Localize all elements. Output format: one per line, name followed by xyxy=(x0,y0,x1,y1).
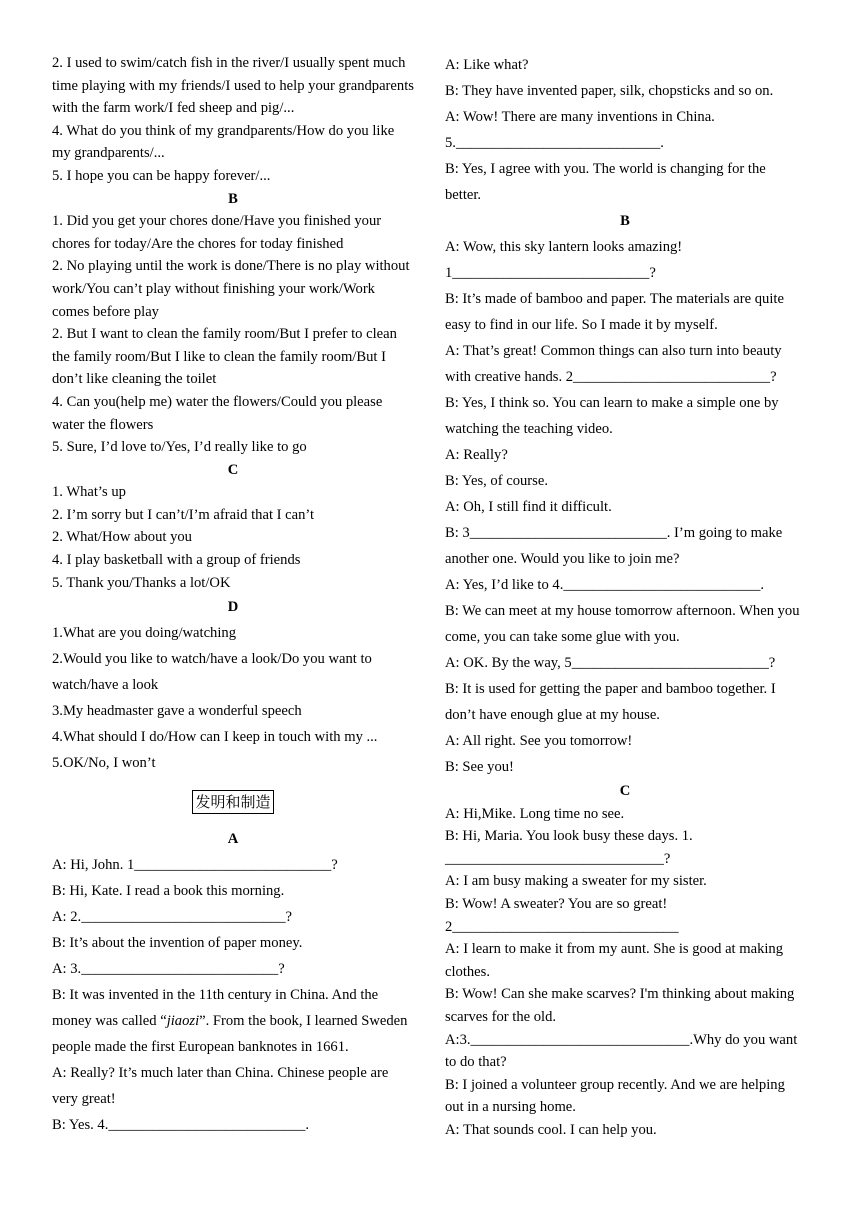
dialog-line: A: Hi, John. 1___________________________? xyxy=(52,857,338,874)
dialog-line: B: 3___________________________. I’m going to make another one. Would you like to join me? xyxy=(445,525,783,567)
answer-line: 2. I’m sorry but I can’t/I’m afraid that I can’t xyxy=(52,506,315,523)
answer-line: 5. I hope you can be happy forever/... xyxy=(52,167,271,184)
dialog-a xyxy=(52,826,414,1138)
dialog-line: B: See you! xyxy=(445,759,514,775)
dialog-line: 2_______________________________ xyxy=(445,918,679,935)
dialog-line: 5.____________________________. xyxy=(445,135,664,151)
answer-block-b xyxy=(52,188,414,459)
dialog-line: B: It’s about the invention of paper money. xyxy=(52,935,303,952)
answer-line: 3.My headmaster gave a wonderful speech xyxy=(52,703,302,720)
answer-line: 5.OK/No, I won’t xyxy=(52,755,156,772)
answer-line: 4.What should I do/How can I keep in touch with my ... xyxy=(52,729,378,746)
dialog-line: B: They have invented paper, silk, chopsticks and so on. xyxy=(445,83,774,99)
section-heading: D xyxy=(227,599,239,616)
dialog-line: B: It is used for getting the paper and bamboo together. I don’t have enough glue at my house. xyxy=(445,681,776,723)
dialog-line: A: That’s great! Common things can also turn into beauty with creative hands. 2___________________________? xyxy=(445,343,782,385)
dialog-line: 1___________________________? xyxy=(445,265,656,281)
dialog-line: A: That sounds cool. I can help you. xyxy=(445,1121,657,1138)
answer-line: 2. No playing until the work is done/There is no play without work/You can’t play without finishing your work/Work comes before play xyxy=(52,258,410,320)
answer-block-c xyxy=(52,459,414,595)
dialog-text: B: It was invented in the 11th century in China. And the money was called “ xyxy=(52,987,379,1030)
dialog-line: A: Wow, this sky lantern looks amazing! xyxy=(445,239,683,255)
dialog-line: B: We can meet at my house tomorrow afternoon. When you come, you can take some glue with you. xyxy=(445,603,800,645)
dialog-line: B: Hi, Kate. I read a book this morning. xyxy=(52,883,285,900)
answer-line: 1.What are you doing/watching xyxy=(52,625,236,642)
dialog-text: ”. From the book, I learned Sweden people made the first European banknotes in 1661. xyxy=(52,1013,408,1056)
dialog-line: B: It’s made of bamboo and paper. The materials are quite easy to find in our life. So I made it by myself. xyxy=(445,291,784,333)
section-heading: C xyxy=(619,783,631,799)
section-title-wrap xyxy=(52,790,414,816)
dialog-line: B: Wow! Can she make scarves? I'm thinking about making scarves for the old. xyxy=(445,986,795,1025)
answer-line: 4. What do you think of my grandparents/How do you like my grandparents/... xyxy=(52,122,395,162)
dialog-line: A: Like what? xyxy=(445,57,529,73)
dialog-line: ______________________________? xyxy=(445,850,671,867)
section-heading: B xyxy=(228,190,238,207)
dialog-line: A: 3.___________________________? xyxy=(52,961,285,978)
dialog-line: A: All right. See you tomorrow! xyxy=(445,733,633,749)
dialog-line: A:3.______________________________.Why do you want to do that? xyxy=(445,1031,798,1071)
answer-line: 2. But I want to clean the family room/But I prefer to clean the family room/But I like to clean the family room/But I don’t like cleaning the toilet xyxy=(52,326,397,388)
answer-block-top xyxy=(52,52,414,188)
right-column xyxy=(445,52,805,1142)
dialog-line: B: Hi, Maria. You look busy these days. 1. xyxy=(445,828,693,845)
dialog-line: A: Hi,Mike. Long time no see. xyxy=(445,805,625,822)
dialog-line: A: Wow! There are many inventions in China. xyxy=(445,109,715,125)
dialog-line: A: Yes, I’d like to 4.___________________________. xyxy=(445,577,765,593)
dialog-b xyxy=(445,208,805,780)
section-heading: A xyxy=(227,831,239,848)
answer-line: 2.Would you like to watch/have a look/Do you want to watch/have a look xyxy=(52,651,372,694)
section-heading: B xyxy=(620,213,630,229)
answer-line: 5. Sure, I’d love to/Yes, I’d really like to go xyxy=(52,439,307,456)
answer-line: 2. What/How about you xyxy=(52,529,192,546)
dialog-a-continued xyxy=(445,52,805,208)
dialog-line: B: Yes, I think so. You can learn to make a simple one by watching the teaching video. xyxy=(445,395,779,437)
jiaozi-word: jiaozi xyxy=(166,1013,200,1030)
dialog-line: B: Yes, of course. xyxy=(445,473,548,489)
answer-line: 1. Did you get your chores done/Have you finished your chores for today/Are the chores for today finished xyxy=(52,213,382,252)
dialog-line: A: 2.____________________________? xyxy=(52,909,292,926)
answer-line: 4. Can you(help me) water the flowers/Could you please water the flowers xyxy=(52,393,383,433)
dialog-line: A: Really? xyxy=(445,447,508,463)
answer-line: 5. Thank you/Thanks a lot/OK xyxy=(52,574,231,591)
dialog-line: A: I learn to make it from my aunt. She is good at making clothes. xyxy=(445,941,784,980)
answer-block-d xyxy=(52,594,414,776)
answer-line: 1. What’s up xyxy=(52,484,126,501)
dialog-line: A: I am busy making a sweater for my sister. xyxy=(445,873,707,890)
answer-line: 4. I play basketball with a group of friends xyxy=(52,552,301,569)
section-title: 发明和制造 xyxy=(192,790,273,814)
dialog-line: B: Wow! A sweater? You are so great! xyxy=(445,895,668,912)
dialog-line: A: OK. By the way, 5___________________________? xyxy=(445,655,776,671)
dialog-line: B: Yes, I agree with you. The world is changing for the better. xyxy=(445,161,766,203)
dialog-line: A: Really? It’s much later than China. Chinese people are very great! xyxy=(52,1065,389,1108)
dialog-line: A: Oh, I still find it difficult. xyxy=(445,499,612,515)
left-column xyxy=(52,52,414,1138)
dialog-line-jiaozi xyxy=(52,982,414,1060)
answer-line: 2. I used to swim/catch fish in the river/I usually spent much time playing with my friends/I used to help your grandparents with the farm work/I fed sheep and pig/... xyxy=(52,55,414,117)
section-heading: C xyxy=(227,461,239,478)
dialog-line: B: I joined a volunteer group recently. And we are helping out in a nursing home. xyxy=(445,1076,785,1116)
dialog-c xyxy=(445,780,805,1142)
dialog-line: B: Yes. 4.___________________________. xyxy=(52,1117,310,1134)
